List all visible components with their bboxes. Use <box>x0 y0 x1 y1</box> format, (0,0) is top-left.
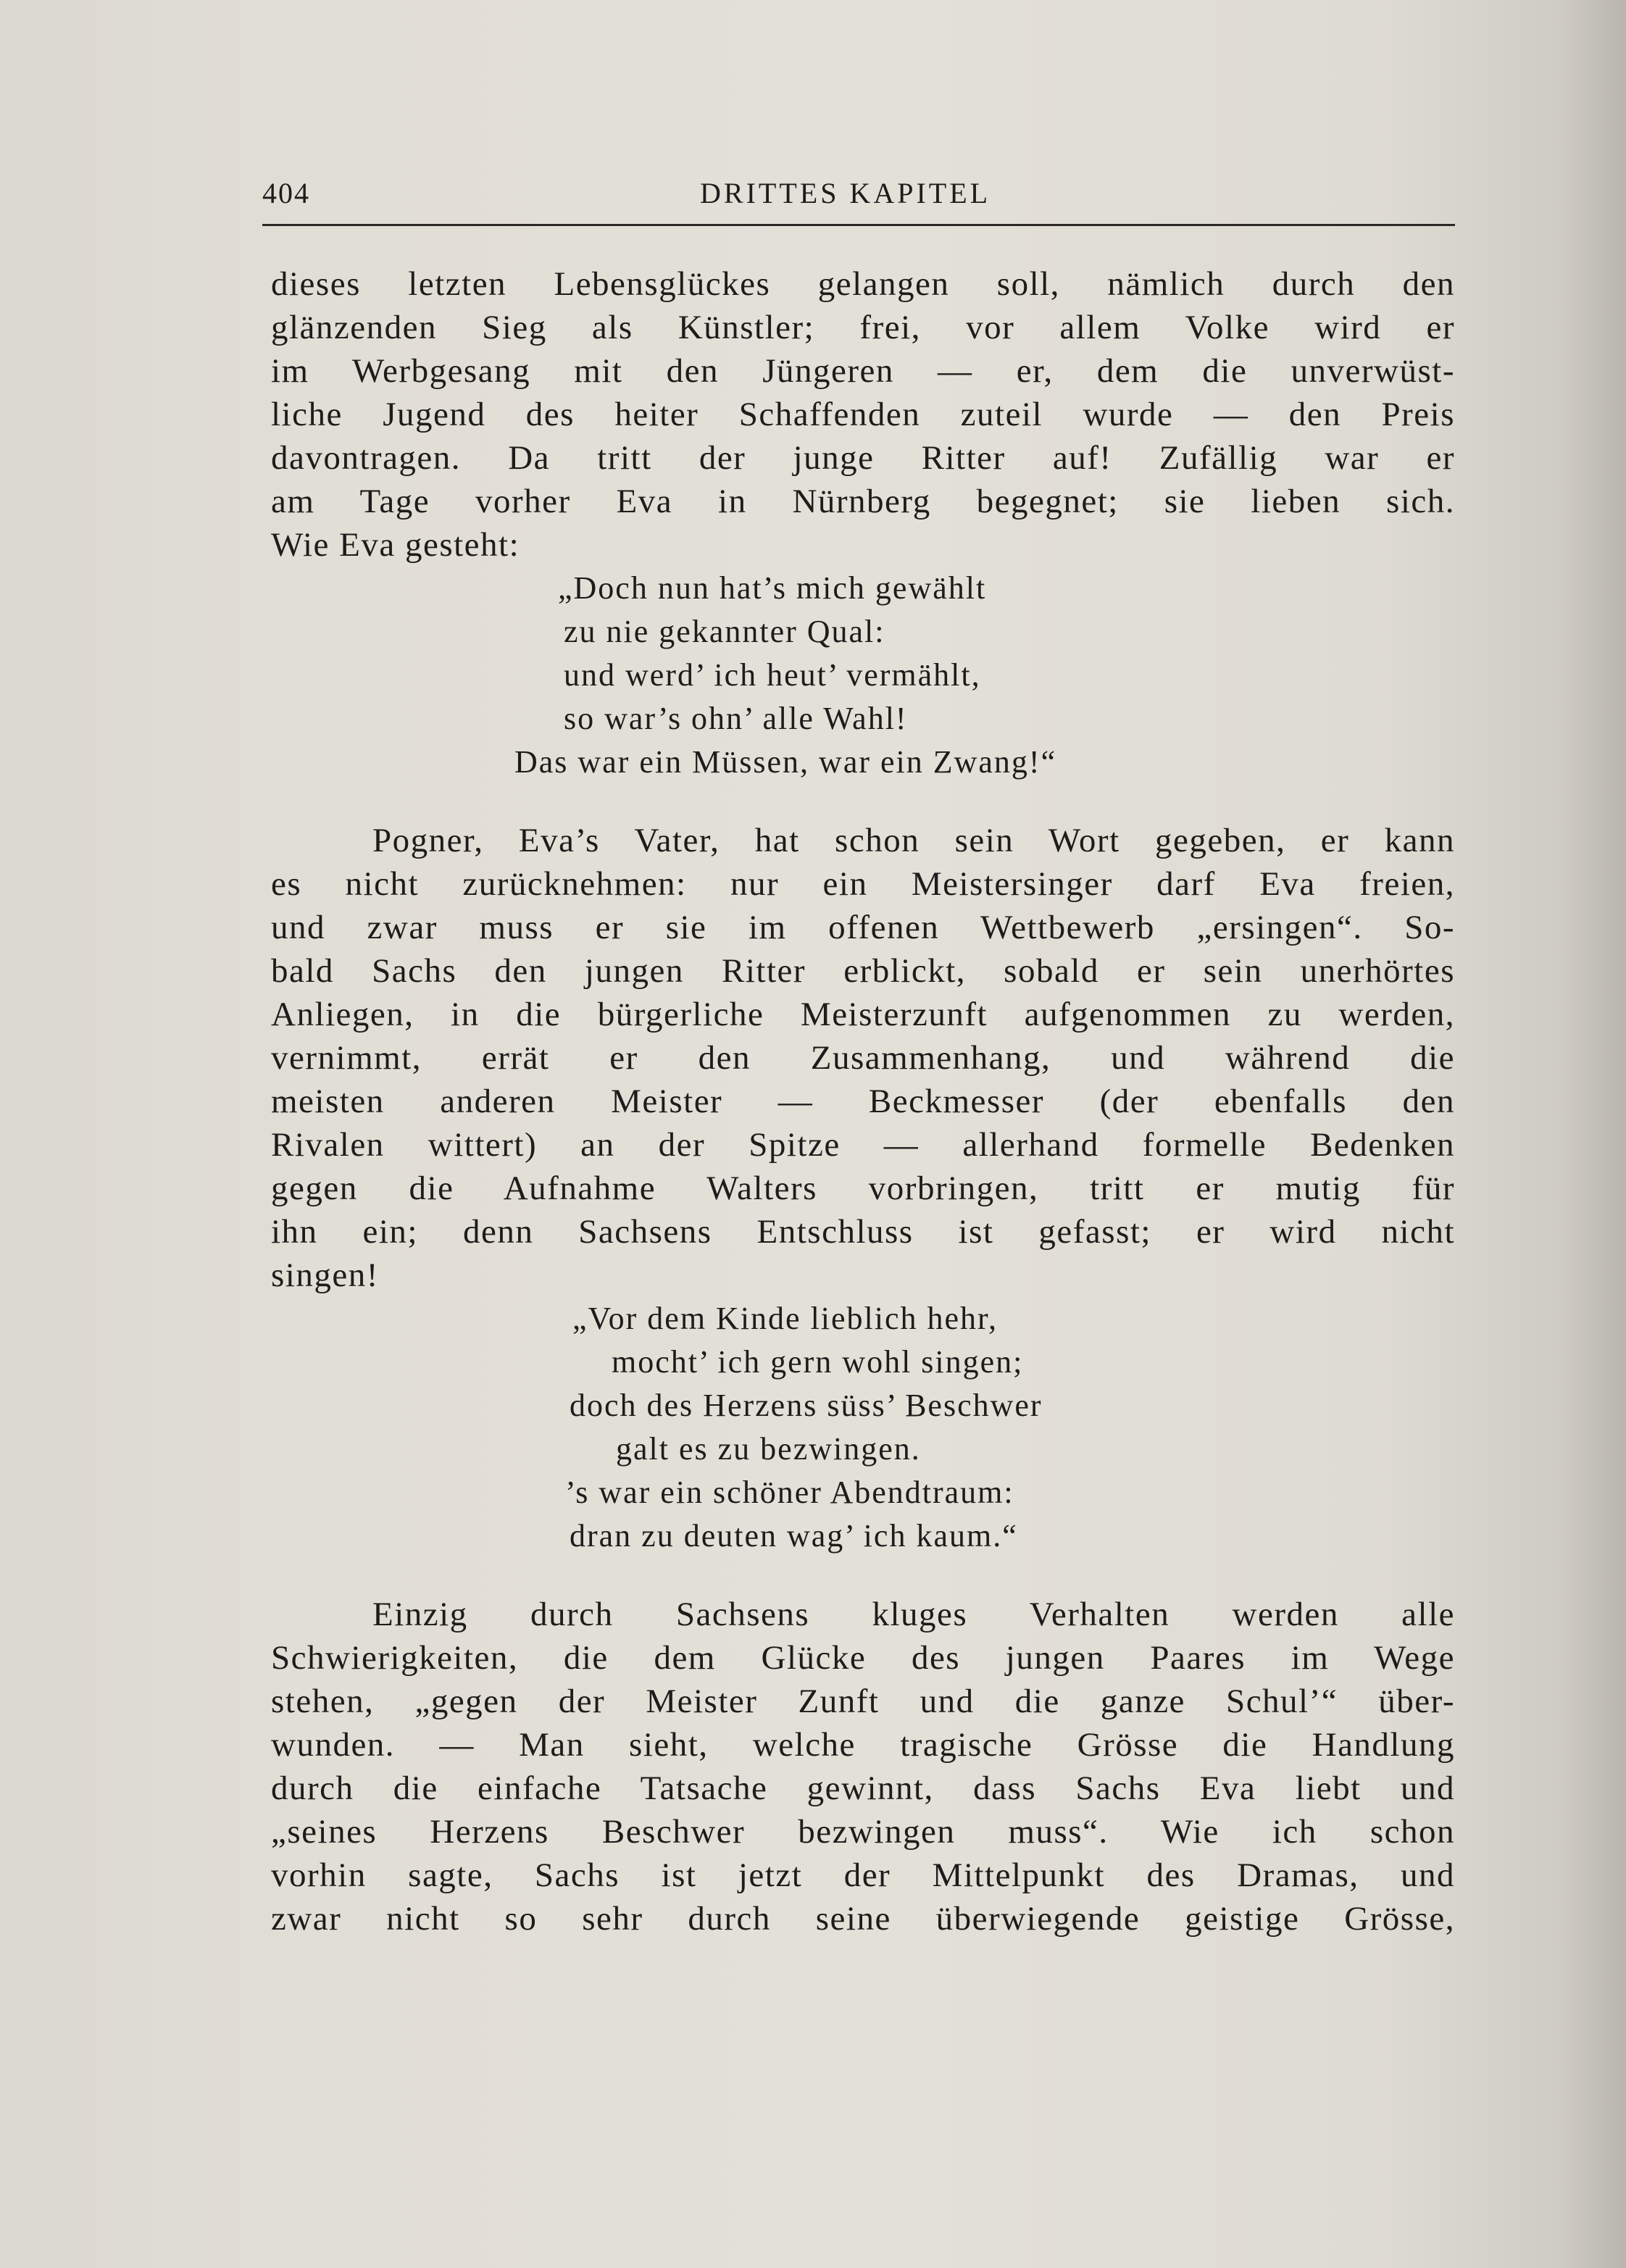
body-text <box>271 262 1455 1940</box>
text-line: Einzig durch Sachsens kluges Verhalten werden alle <box>372 1596 1455 1633</box>
verse-line: und werd’ ich heut’ vermählt, <box>564 657 981 693</box>
paragraph-gap <box>271 1558 1455 1593</box>
text-line: zwar nicht so sehr durch seine überwiegende geistige Grösse, <box>271 1900 1455 1938</box>
page-number: 404 <box>262 177 310 209</box>
paragraph-3 <box>271 1593 1455 1940</box>
verse-line: galt es zu bezwingen. <box>616 1431 921 1467</box>
verse-line: „Vor dem Kinde lieblich hehr, <box>572 1301 998 1336</box>
text-line: vorhin sagte, Sachs ist jetzt der Mittelpunkt des Dramas, und <box>271 1856 1455 1894</box>
text-line: davontragen. Da tritt der junge Ritter auf! Zufällig war er <box>271 439 1455 477</box>
text-line: durch die einfache Tatsache gewinnt, dass Sachs Eva liebt und <box>271 1769 1455 1807</box>
verse-line: „Doch nun hat’s mich gewählt <box>558 570 987 606</box>
verse-line: Das war ein Müssen, war ein Zwang!“ <box>514 744 1057 780</box>
verse-line: dran zu deuten wag’ ich kaum.“ <box>570 1518 1018 1554</box>
text-line: liche Jugend des heiter Schaffenden zuteil wurde — den Preis <box>271 396 1455 433</box>
verse-line: doch des Herzens süss’ Beschwer <box>570 1388 1043 1423</box>
text-line: Anliegen, in die bürgerliche Meisterzunft aufgenommen zu werden, <box>271 996 1455 1033</box>
verse-line: mocht’ ich gern wohl singen; <box>612 1344 1024 1380</box>
paragraph-2 <box>271 819 1455 1297</box>
text-line: Rivalen wittert) an der Spitze — allerhand formelle Bedenken <box>271 1126 1455 1164</box>
paragraph-gap <box>271 784 1455 819</box>
text-line: ihn ein; denn Sachsens Entschluss ist gefasst; er wird nicht <box>271 1213 1455 1251</box>
text-line: am Tage vorher Eva in Nürnberg begegnet; sie lieben sich. <box>271 483 1455 520</box>
text-line: vernimmt, errät er den Zusammenhang, und während die <box>271 1039 1455 1077</box>
text-line: glänzenden Sieg als Künstler; frei, vor allem Volke wird er <box>271 309 1455 346</box>
verse-block-2 <box>271 1297 1455 1558</box>
text-line: und zwar muss er sie im offenen Wettbewerb „ersingen“. So- <box>271 909 1455 946</box>
text-line: wunden. — Man sieht, welche tragische Grösse die Handlung <box>271 1726 1455 1764</box>
text-line: gegen die Aufnahme Walters vorbringen, tritt er mutig für <box>271 1170 1455 1207</box>
text-line: Schwierigkeiten, die dem Glücke des jungen Paares im Wege <box>271 1639 1455 1677</box>
text-line: singen! <box>271 1256 379 1294</box>
running-title: DRITTES KAPITEL <box>700 177 991 209</box>
text-line: dieses letzten Lebensglückes gelangen soll, nämlich durch den <box>271 265 1455 303</box>
text-line: im Werbgesang mit den Jüngeren — er, dem die unverwüst- <box>271 352 1455 390</box>
text-line: stehen, „gegen der Meister Zunft und die ganze Schul’“ über- <box>271 1683 1455 1720</box>
verse-line: so war’s ohn’ alle Wahl! <box>564 701 908 736</box>
text-line: es nicht zurücknehmen: nur ein Meistersinger darf Eva freien, <box>271 865 1455 903</box>
text-line: Pogner, Eva’s Vater, hat schon sein Wort gegeben, er kann <box>372 822 1455 859</box>
verse-line: zu nie gekannter Qual: <box>564 614 885 649</box>
verse-block-1 <box>271 567 1455 784</box>
text-line: bald Sachs den jungen Ritter erblickt, sobald er sein unerhörtes <box>271 952 1455 990</box>
header-rule <box>262 224 1455 226</box>
paragraph-1 <box>271 262 1455 567</box>
text-line: „seines Herzens Beschwer bezwingen muss“. Wie ich schon <box>271 1813 1455 1851</box>
page-header <box>262 176 1455 220</box>
verse-line: ’s war ein schöner Abendtraum: <box>565 1475 1014 1510</box>
text-line: Wie Eva gesteht: <box>271 526 520 564</box>
text-line: meisten anderen Meister — Beckmesser (der ebenfalls den <box>271 1083 1455 1120</box>
